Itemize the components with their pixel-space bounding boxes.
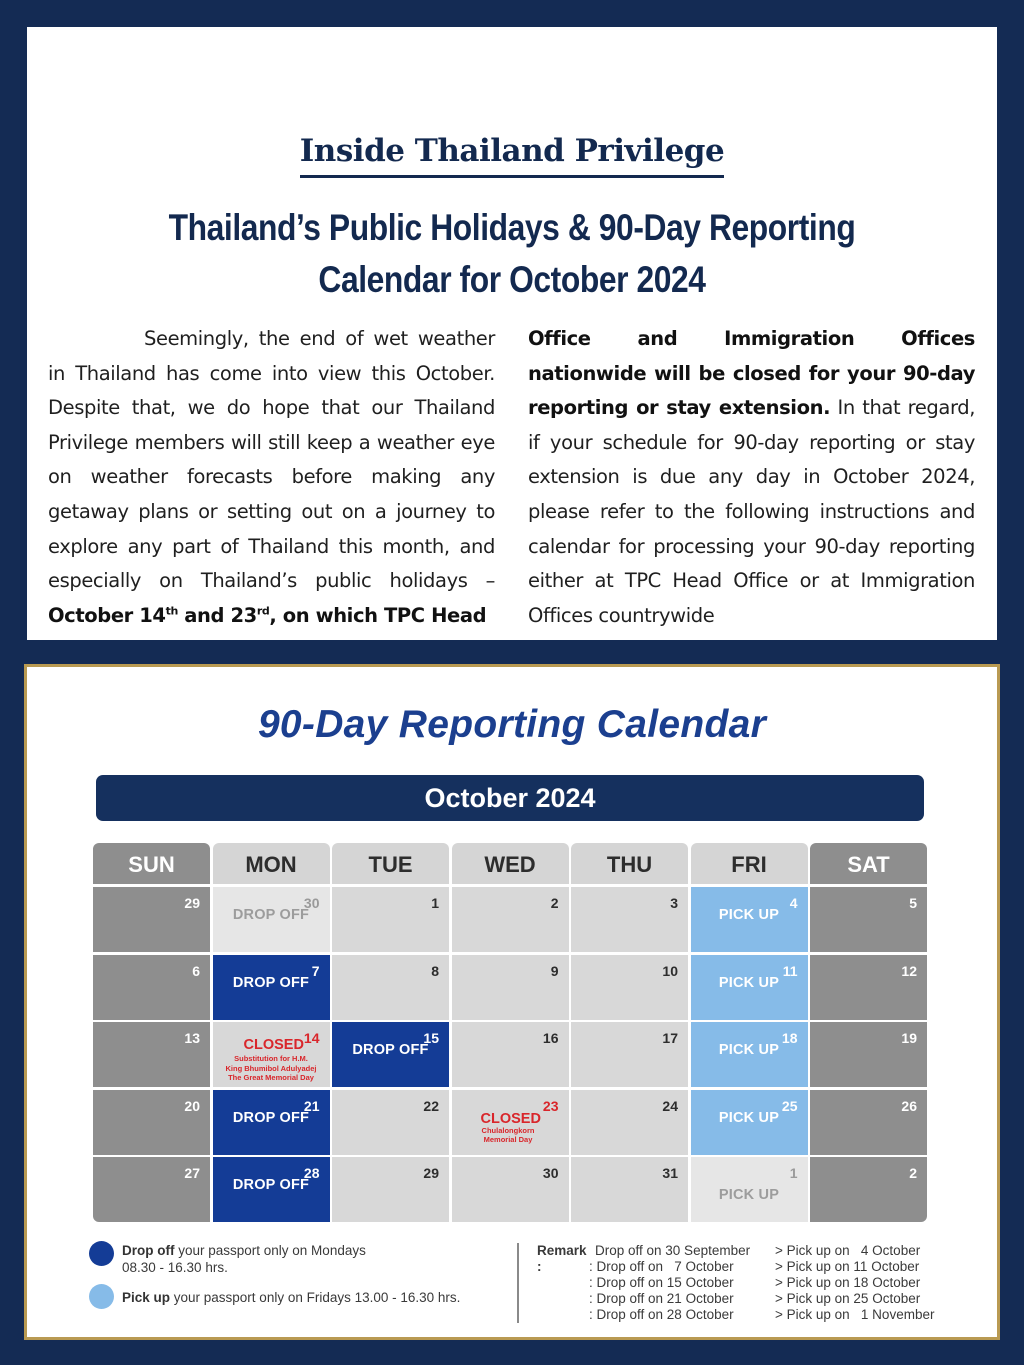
remark-row <box>589 1275 921 1291</box>
remark-pick: > Pick up on 11 October <box>775 1259 920 1274</box>
legend-hours: 08.30 - 16.30 hrs. <box>122 1260 228 1275</box>
calendar-day-cell <box>213 887 330 952</box>
day-number: 18 <box>781 1030 798 1046</box>
day-number: 14 <box>303 1030 320 1046</box>
bold-text: and 23 <box>177 603 257 627</box>
day-number: 13 <box>184 1030 200 1046</box>
calendar-day-cell <box>571 1157 688 1222</box>
remark-pick: > Pick up on 1 November <box>775 1307 935 1322</box>
remark-drop: Drop off on 30 September <box>595 1243 751 1258</box>
day-number: 6 <box>192 962 200 979</box>
holiday-note-line: Memorial Day <box>483 1135 533 1144</box>
legend-text: your passport only on Mondays <box>174 1243 366 1258</box>
holiday-note-line: Substitution for H.M. <box>234 1054 308 1063</box>
calendar-day-cell <box>810 955 927 1020</box>
body-line: please refer to the following instructions <box>528 499 930 523</box>
day-number: 29 <box>423 1165 439 1181</box>
calendar-day-cell <box>810 1022 927 1087</box>
calendar-day-cell <box>452 955 569 1020</box>
calendar-day-cell <box>93 1157 210 1222</box>
drop-off-label: DROP OFF <box>232 907 310 923</box>
day-number: 30 <box>303 895 320 911</box>
day-number: 19 <box>901 1030 917 1046</box>
body-line: Privilege members will still keep a weather <box>48 430 455 454</box>
day-number: 8 <box>431 962 439 979</box>
calendar-day-cell <box>691 887 808 952</box>
day-number: 5 <box>909 895 917 911</box>
day-number: 12 <box>901 962 917 979</box>
calendar-day-cell <box>332 1157 449 1222</box>
headline-line-1: Thailand’s Public Holidays & 90-Day Reporting <box>168 207 856 248</box>
day-number: 2 <box>909 1165 917 1181</box>
day-number: 7 <box>311 962 320 979</box>
drop-off-label: DROP OFF <box>232 1177 310 1193</box>
drop-off-label: DROP OFF <box>232 1109 310 1126</box>
day-number: 17 <box>662 1030 678 1046</box>
weekday-header-wed: WED <box>452 843 569 884</box>
calendar-day-cell <box>691 1022 808 1087</box>
remark-pick: > Pick up on 25 October <box>775 1291 921 1306</box>
calendar-day-cell <box>93 887 210 952</box>
calendar-day-cell <box>452 1157 569 1222</box>
body-line: eye on weather forecasts before making any <box>48 430 495 489</box>
body-line: Despite that, we do hope that our Thailand <box>48 396 495 420</box>
body-line: and calendar for processing your 90-day <box>528 499 975 558</box>
bold-text: October 14 <box>48 603 166 627</box>
legend-text: your passport only on Fridays 13.00 - 16.30 hrs. <box>170 1290 461 1305</box>
remark-drop: : Drop off on 7 October <box>589 1259 734 1274</box>
pick-up-label: PICK UP <box>718 1187 780 1203</box>
day-number: 16 <box>542 1030 559 1046</box>
pick-up-label: PICK UP <box>718 907 780 923</box>
holiday-note-line: King Bhumibol Adulyadej <box>225 1063 317 1073</box>
remark-pick: > Pick up on 4 October <box>775 1243 921 1258</box>
day-number: 11 <box>782 962 798 979</box>
calendar-day-cell <box>213 1090 330 1155</box>
remark-divider <box>517 1243 519 1323</box>
body-line: reporting either at TPC Head Office or at <box>528 534 975 593</box>
legend-bold: Pick up <box>122 1290 171 1305</box>
holiday-dates-highlight <box>48 604 486 627</box>
day-number: 23 <box>542 1097 559 1114</box>
closed-label: CLOSED <box>480 1110 541 1127</box>
day-number: 15 <box>423 1030 439 1046</box>
day-number: 28 <box>303 1165 320 1181</box>
body-line: especially on Thailand’s public holidays – <box>48 569 495 593</box>
calendar-day-cell <box>571 887 688 952</box>
day-number: 2 <box>550 895 559 911</box>
holiday-note <box>450 1126 567 1145</box>
holiday-note-line: The Great Memorial Day <box>228 1073 314 1082</box>
day-number: 1 <box>789 1165 798 1181</box>
calendar-day-cell <box>691 955 808 1020</box>
calendar-day-cell <box>332 955 449 1020</box>
weekday-header-sun: SUN <box>93 843 210 884</box>
bold-text: or stay extension. <box>636 396 831 420</box>
weekday-header-fri: FRI <box>691 843 808 884</box>
legend-bold: Drop off <box>122 1243 175 1258</box>
calendar-day-cell <box>332 1022 449 1087</box>
headline-line-2: Calendar for October 2024 <box>318 259 706 300</box>
remark-row <box>595 1243 921 1259</box>
day-number: 22 <box>423 1097 439 1114</box>
day-number: 10 <box>662 962 678 979</box>
bold-text: Office and Immigration Offices nationwide <box>528 327 975 385</box>
day-number: 21 <box>303 1097 320 1114</box>
day-number: 30 <box>542 1165 559 1181</box>
day-number: 31 <box>662 1165 678 1181</box>
calendar-panel <box>24 664 1000 1340</box>
remark-row <box>589 1307 935 1323</box>
bold-text: will be closed for your 90-day reporting <box>528 361 976 420</box>
day-number: 9 <box>550 962 559 979</box>
remark-drop: : Drop off on 15 October <box>589 1275 734 1290</box>
calendar-day-cell <box>332 1090 449 1155</box>
calendar-grid <box>93 843 927 1225</box>
calendar-day-cell <box>810 1090 927 1155</box>
drop-off-legend <box>122 1242 366 1276</box>
body-line: schedule for 90-day reporting or stay <box>602 430 975 454</box>
ordinal-suffix: rd <box>256 604 270 618</box>
month-banner: October 2024 <box>96 775 924 821</box>
drop-off-label: DROP OFF <box>352 1042 429 1058</box>
calendar-day-cell <box>810 887 927 952</box>
article-panel <box>27 27 997 640</box>
remark-row <box>589 1259 920 1275</box>
weekday-header-mon: MON <box>213 843 330 884</box>
calendar-day-cell <box>571 1022 688 1087</box>
calendar-day-cell <box>571 955 688 1020</box>
body-line: getaway plans or setting out on a journey to <box>48 499 495 523</box>
day-number: 25 <box>781 1097 798 1114</box>
day-number: 4 <box>789 895 798 911</box>
drop-off-legend-dot <box>89 1241 114 1266</box>
calendar-title: 90-Day Reporting Calendar <box>257 703 767 746</box>
calendar-day-cell <box>213 1157 330 1222</box>
body-line: extension is due any day in October 2024, <box>528 465 975 489</box>
article-column-left <box>48 322 495 633</box>
body-line: explore any part of Thailand this month, and <box>48 534 495 558</box>
holiday-note-line: Chulalongkorn <box>481 1125 535 1135</box>
remark-drop: : Drop off on 21 October <box>589 1291 734 1306</box>
pick-up-label: PICK UP <box>718 1042 780 1058</box>
drop-off-label: DROP OFF <box>232 974 310 991</box>
closed-label: CLOSED <box>243 1037 304 1053</box>
remark-label: Remark : <box>537 1243 587 1274</box>
body-line: In that regard, if your <box>528 396 975 454</box>
calendar-day-cell <box>93 955 210 1020</box>
pick-up-legend-dot <box>89 1284 114 1309</box>
article-column-right <box>528 322 975 633</box>
remark-pick: > Pick up on 18 October <box>775 1275 921 1290</box>
calendar-day-cell <box>691 1090 808 1155</box>
pick-up-legend <box>122 1289 460 1306</box>
weekday-header-sat: SAT <box>810 843 927 884</box>
remark-drop: : Drop off on 28 October <box>589 1307 734 1322</box>
bold-text: , on which TPC Head <box>269 603 487 627</box>
pick-up-label: PICK UP <box>718 1109 780 1126</box>
day-number: 1 <box>431 895 439 911</box>
calendar-day-cell <box>810 1157 927 1222</box>
calendar-day-cell <box>452 1022 569 1087</box>
calendar-day-cell <box>452 1090 569 1155</box>
calendar-day-cell <box>691 1157 808 1222</box>
pick-up-label: PICK UP <box>718 974 780 991</box>
calendar-day-cell <box>93 1090 210 1155</box>
calendar-day-cell <box>93 1022 210 1087</box>
weekday-header-tue: TUE <box>332 843 449 884</box>
calendar-day-cell <box>452 887 569 952</box>
calendar-day-cell <box>213 1022 330 1087</box>
day-number: 24 <box>662 1097 678 1114</box>
body-line: Seemingly, the end of wet weather <box>144 327 495 350</box>
calendar-day-cell <box>213 955 330 1020</box>
day-number: 26 <box>901 1097 917 1114</box>
day-number: 3 <box>670 895 678 911</box>
remark-row <box>589 1291 921 1307</box>
calendar-day-cell <box>332 887 449 952</box>
day-number: 20 <box>184 1097 200 1114</box>
section-kicker: Inside Thailand Privilege <box>300 133 724 178</box>
article-headline <box>95 202 929 306</box>
body-line: Immigration Offices countrywide <box>528 569 975 627</box>
holiday-note <box>213 1054 330 1083</box>
body-line: in Thailand has come into view this October. <box>48 361 495 385</box>
kicker-wrap <box>27 133 997 178</box>
ordinal-suffix: th <box>165 604 178 618</box>
day-number: 29 <box>184 895 200 911</box>
day-number: 27 <box>184 1165 200 1181</box>
weekday-header-thu: THU <box>571 843 688 884</box>
calendar-day-cell <box>571 1090 688 1155</box>
